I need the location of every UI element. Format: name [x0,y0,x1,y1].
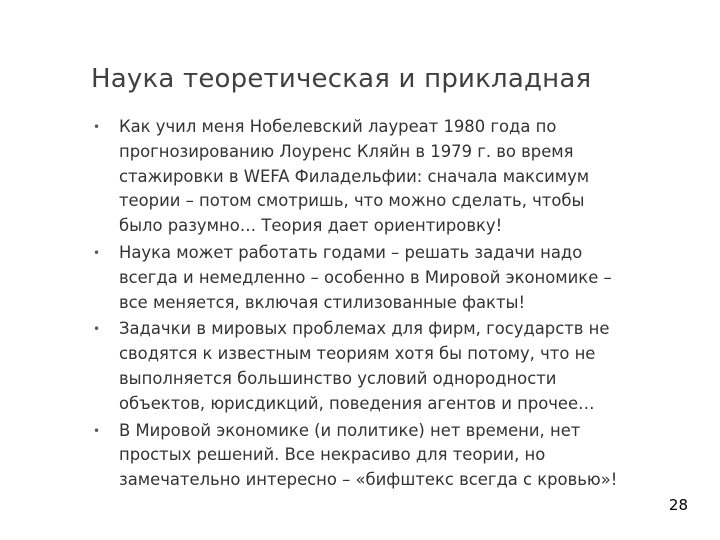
bullet-text-line: объектов, юрисдикций, поведения агентов и прочее… [119,393,595,413]
bullet-text-line: сводятся к известным теориям хотя бы потому, что не [119,344,596,364]
bullet-text-line: теории – потом смотришь, что можно сделать, чтобы [119,191,585,211]
bullet-text-line: прогнозированию Лоуренс Кляйн в 1979 г. во время [119,141,574,161]
bullet-text-line: было разумно… Теория дает ориентировку! [119,216,503,236]
bullet-text-line: выполняется большинство условий однородности [119,368,557,388]
bullet-item-4 [91,419,681,493]
bullet-marker: • [93,245,101,260]
bullet-text-line: Как учил меня Нобелевский лауреат 1980 года по [119,117,557,136]
bullet-item-2 [91,241,681,315]
bullet-text-line: Задачки в мировых проблемах для фирм, государств не [119,319,610,339]
bullet-item-1 [91,115,681,239]
bullet-text-line: Наука может работать годами – решать задачи надо [119,242,583,262]
bullet-text-line: все меняется, включая стилизованные факты! [119,292,526,312]
bullet-list [91,115,681,495]
slide-title: Наука теоретическая и прикладная [91,64,592,94]
bullet-text-line: стажировки в WEFA Филадельфии: сначала максимум [119,166,590,186]
page-number: 28 [668,496,688,514]
bullet-text-line: простых решений. Все некрасиво для теории, но [119,445,546,465]
bullet-text-line: В Мировой экономике (и политике) нет времени, нет [119,420,581,440]
bullet-marker: • [93,120,101,134]
bullet-text-line: всегда и немедленно – особенно в Мировой экономике – [119,267,612,287]
bullet-item-3 [91,317,681,416]
bullet-marker: • [93,322,101,337]
bullet-marker: • [93,423,101,438]
bullet-text-line: замечательно интересно – «бифштекс всегда с кровью»! [119,470,618,490]
